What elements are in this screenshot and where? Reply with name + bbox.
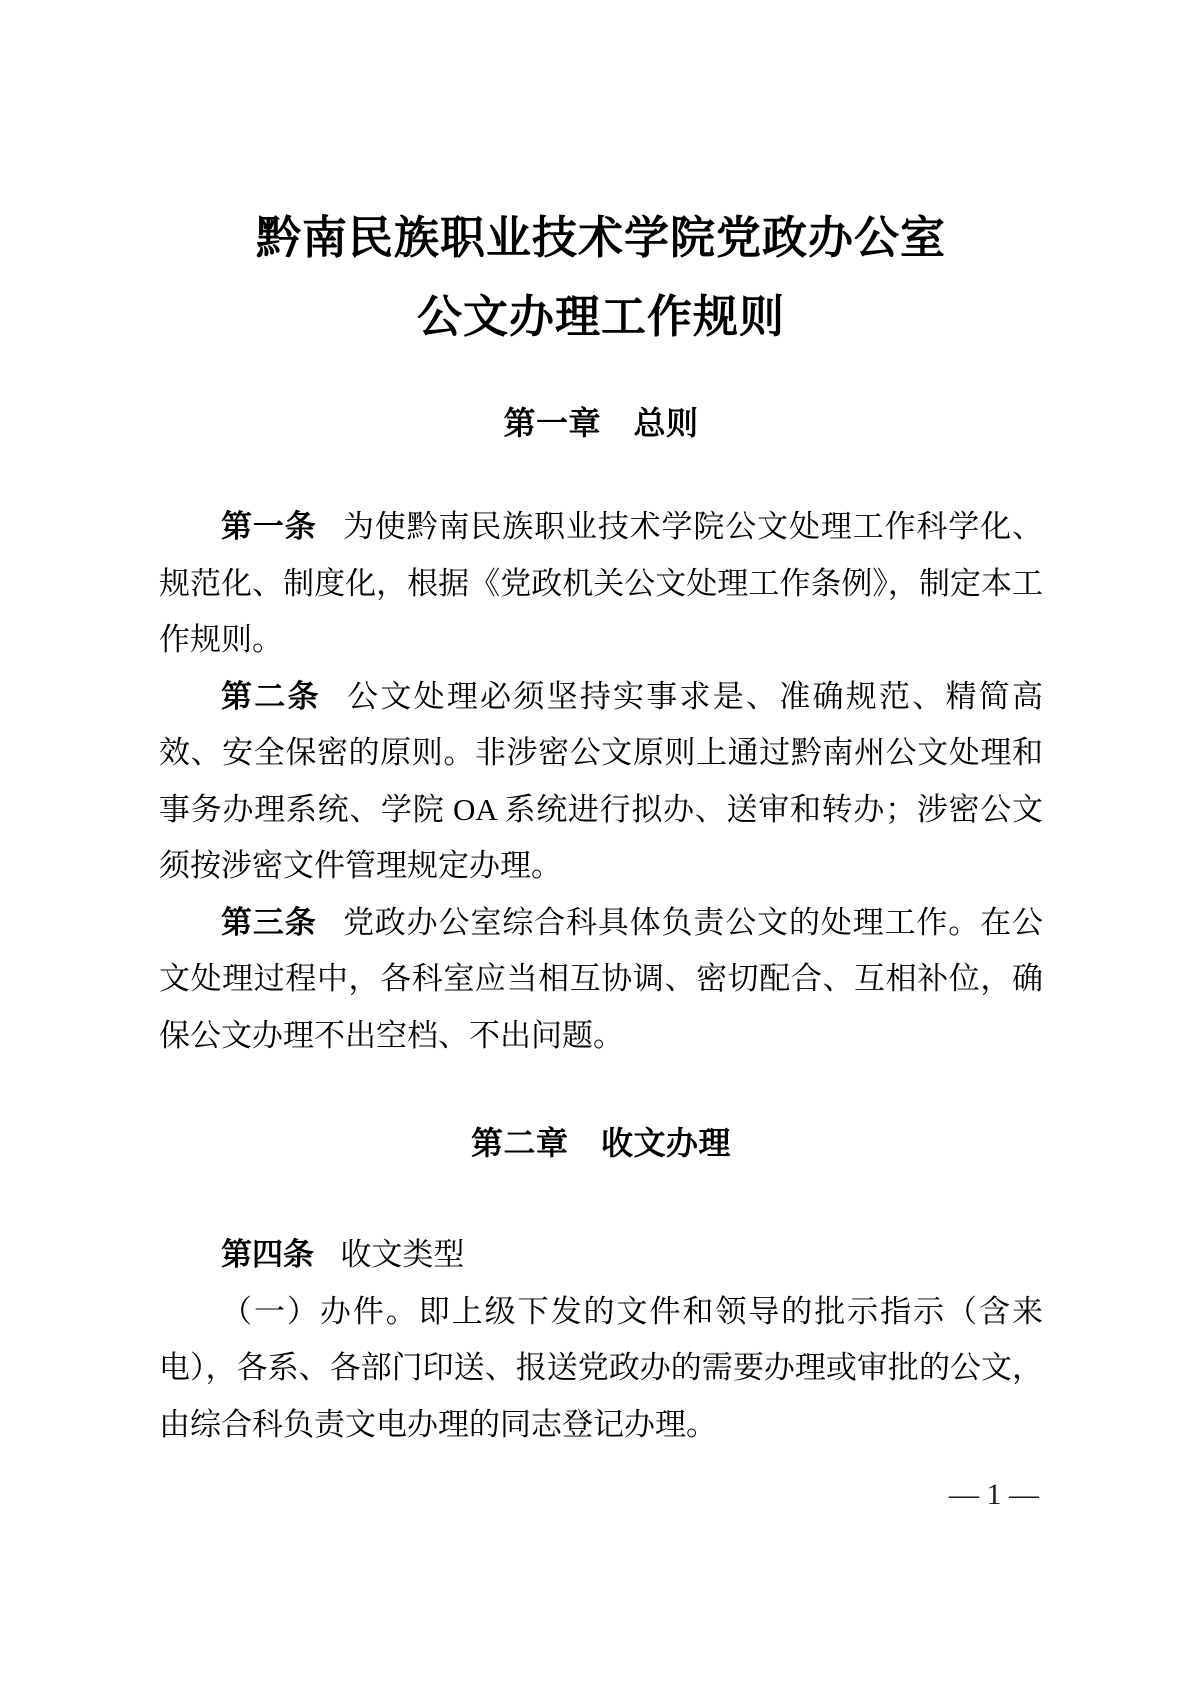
document-title-line-1: 黔南民族职业技术学院党政办公室: [255, 213, 946, 263]
article-paragraph-3: [159, 895, 1043, 1065]
article-2-text: 公文处理必须坚持实事求是、准确规范、精简高效、安全保密的原则。非涉密公文原则上通过黔南州公文处理和事务办理系统、学院 OA 系统进行拟办、送审和转办；涉密公文须按涉密文件管理规定办理。: [159, 678, 1044, 883]
article-paragraph-2: [159, 669, 1043, 895]
article-1-label: 第一条: [221, 509, 317, 544]
document-title: [159, 199, 1043, 357]
section-1-body: [159, 499, 1043, 1064]
article-2-label: 第二条: [221, 678, 321, 714]
article-5-text: （一）办件。即上级下发的文件和领导的批示指示（含来电），各系、各部门印送、报送党政办的需要办理或审批的公文，由综合科负责文电办理的同志登记办理。: [159, 1293, 1043, 1442]
section-2-body: [159, 1227, 1043, 1453]
article-1-text: 为使黔南民族职业技术学院公文处理工作科学化、规范化、制度化，根据《党政机关公文处理工作条例》，制定本工作规则。: [159, 509, 1044, 657]
article-3-label: 第三条: [221, 904, 317, 940]
article-paragraph-5: [159, 1284, 1043, 1454]
article-paragraph-1: [159, 499, 1043, 669]
article-4-text: 收文类型: [340, 1237, 465, 1272]
document-title-line-2: 公文办理工作规则: [416, 292, 785, 342]
chapter-heading-1: 第一章 总则: [503, 405, 699, 441]
page-number: — 1 —: [949, 1478, 1039, 1511]
article-4-label: 第四条: [221, 1237, 314, 1272]
article-paragraph-4: [159, 1227, 1043, 1284]
article-3-text: 党政办公室综合科具体负责公文的处理工作。在公文处理过程中，各科室应当相互协调、密切配合、互相补位，确保公文办理不出空档、不出问题。: [159, 904, 1044, 1053]
chapter-heading-2: 第二章 收文办理: [470, 1125, 731, 1161]
